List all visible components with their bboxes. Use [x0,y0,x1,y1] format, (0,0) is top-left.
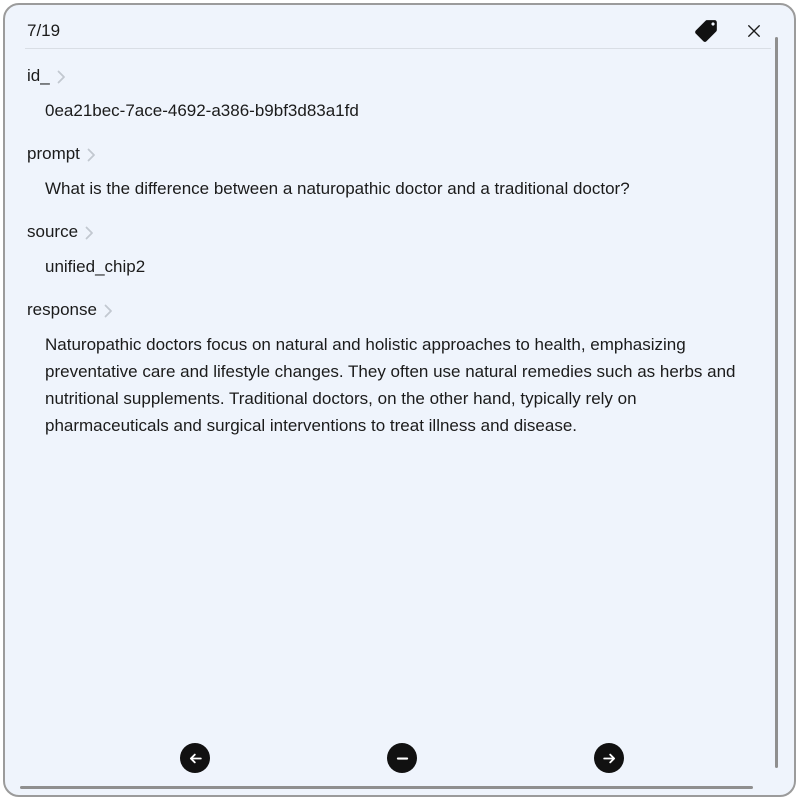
tag-icon[interactable] [693,18,719,44]
pagination-counter: 7/19 [27,21,61,40]
vertical-scrollbar[interactable] [775,37,778,768]
field-prompt-header[interactable] [27,140,768,167]
chevron-right-icon [104,304,113,318]
fields-list [5,49,794,439]
field-label: response [27,300,97,319]
collapse-all-button[interactable] [387,743,417,773]
tag-icon-glyph [693,18,719,44]
field-id-header[interactable] [27,62,768,89]
horizontal-scrollbar[interactable] [20,786,753,789]
field-value: unified_chip2 [45,257,146,276]
chevron-right-icon [57,70,66,84]
field-source [27,218,768,280]
close-icon-glyph [745,22,763,40]
field-source-header[interactable] [27,218,768,245]
field-response-header[interactable] [27,296,768,323]
field-response [27,296,768,439]
close-icon[interactable] [741,18,767,44]
field-id [27,62,768,124]
header [5,5,794,44]
arrow-left-icon [187,750,204,767]
field-value: Naturopathic doctors focus on natural and holistic approaches to health, emphasizing preventative care and lifestyle changes. They often use natural remedies such as herbs and nutritional supplements. Traditional doctors, on the other hand, typically rely on pharmaceuticals and surgical interventions to treat illness and disease. [45,335,736,435]
previous-record-button[interactable] [180,743,210,773]
minus-icon [394,750,411,767]
chevron-right-icon [87,148,96,162]
record-viewer-card [3,3,796,797]
next-record-button[interactable] [594,743,624,773]
field-label: source [27,222,79,241]
header-icons [693,18,767,44]
field-label: prompt [27,144,80,163]
field-value: 0ea21bec-7ace-4692-a386-b9bf3d83a1fd [45,101,359,120]
field-label: id_ [27,66,50,85]
field-prompt [27,140,768,202]
arrow-right-icon [601,750,618,767]
field-value: What is the difference between a naturopathic doctor and a traditional doctor? [45,179,630,198]
chevron-right-icon [85,226,94,240]
